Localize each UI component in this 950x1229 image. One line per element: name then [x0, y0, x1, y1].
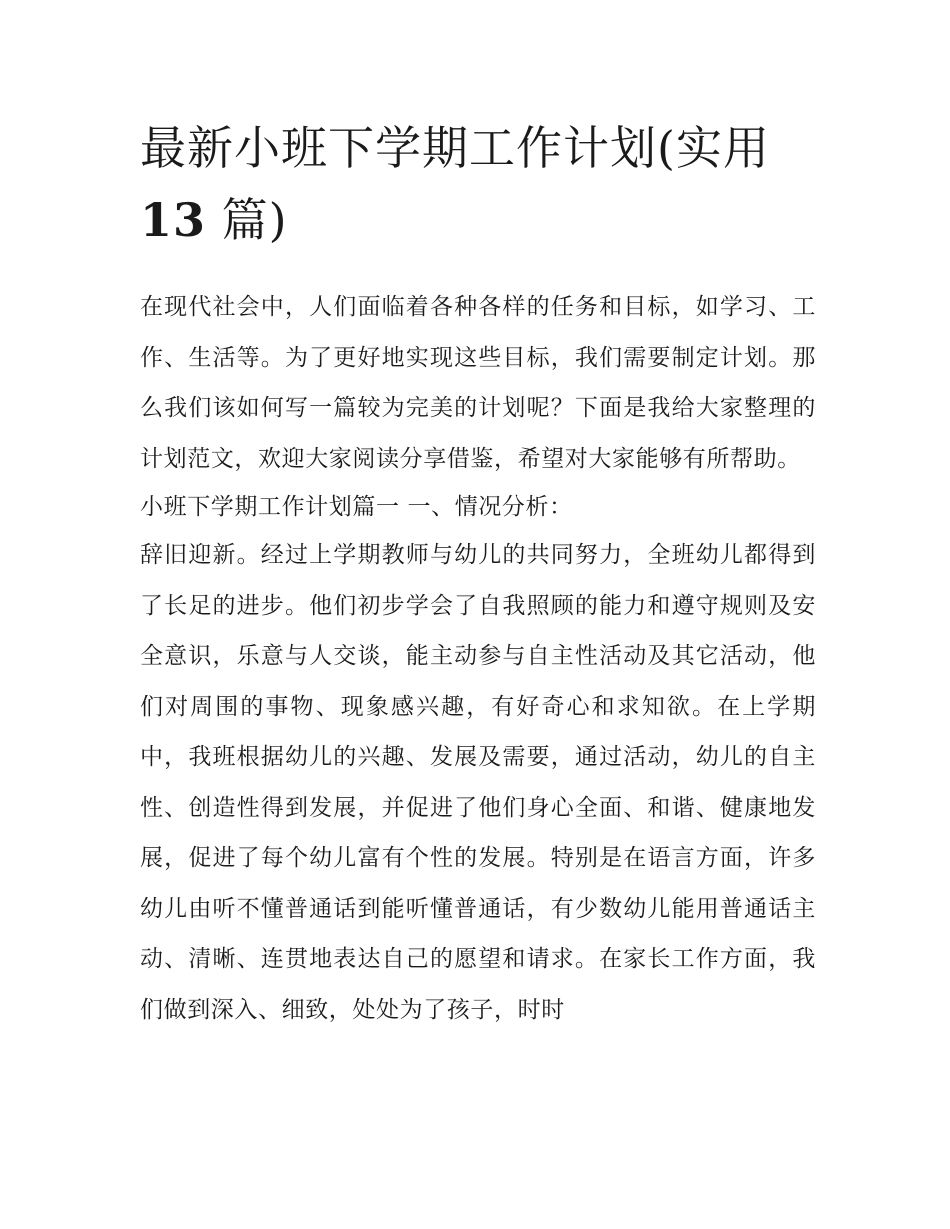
title-main: 最新小班下学期工作计划(实用 — [140, 121, 770, 175]
document-page — [140, 112, 816, 1035]
title-end: 篇) — [206, 193, 288, 247]
intro-paragraph: 在现代社会中，人们面临着各种各样的任务和目标，如学习、工作、生活等。为了更好地实现这些目标，我们需要制定计划。那么我们该如何写一篇较为完美的计划呢？下面是我给大家整理的计划范文，欢迎大家阅读分享借鉴，希望对大家能够有所帮助。 — [140, 294, 816, 472]
body-paragraph: 辞旧迎新。经过上学期教师与幼儿的共同努力，全班幼儿都得到了长足的进步。他们初步学会了自我照顾的能力和遵守规则及安全意识，乐意与人交谈，能主动参与自主性活动及其它活动，他们对周围的事物、现象感兴趣，有好奇心和求知欲。在上学期中，我班根据幼儿的兴趣、发展及需要，通过活动，幼儿的自主性、创造性得到发展，并促进了他们身心全面、和谐、健康地发展，促进了每个幼儿富有个性的发展。特别是在语言方面，许多幼儿由听不懂普通话到能听懂普通话，有少数幼儿能用普通话主动、清晰、连贯地表达自己的愿望和请求。在家长工作方面，我们做到深入、细致，处处为了孩子，时时 — [140, 542, 816, 1023]
section-heading: 小班下学期工作计划篇一 一、情况分析： — [140, 494, 573, 520]
title-number: 13 — [140, 193, 207, 247]
document-title — [140, 112, 816, 256]
